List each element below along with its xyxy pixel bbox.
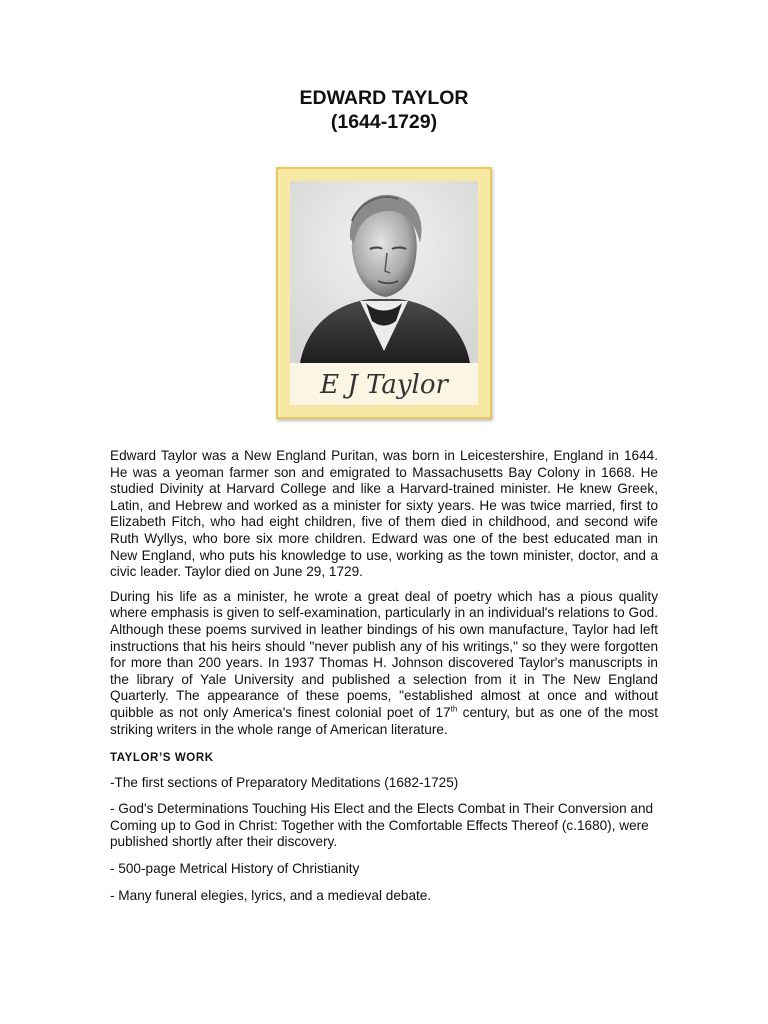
portrait-frame <box>276 167 492 419</box>
works-item-4: - Many funeral elegies, lyrics, and a medieval debate. <box>110 887 432 903</box>
bio-paragraph-1: Edward Taylor was a New England Puritan, was born in Leicestershire, England in 1644. He was a yeoman farmer son and emigrated to Massachusetts Bay Colony in 1668. He studied Divinity at Harvard College and like a Harvard-trained minister. He knew Greek, Latin, and Hebrew and worked as a minister for sixty years. He was twice married, first to Elizabeth Fitch, who had eight children, five of them died in childhood, and second wife Ruth Wyllys, who bore six more children. Edward was one of the best educated man in New England, who puts his knowledge to use, working as the town minister, doctor, and a civic leader. Taylor died on June 29, 1729. <box>110 448 658 580</box>
portrait-engraving <box>290 181 478 405</box>
works-item-2: - God's Determinations Touching His Elect and the Elects Combat in Their Conversion and Coming up to God in Christ: Together with the Comfortable Effects Thereof (c.1680), were published shortly after their discovery. <box>110 801 654 850</box>
document-body <box>110 448 658 914</box>
bio-paragraph-2-end: century, but as one of the most striking writers in the whole range of American literature. <box>110 704 658 737</box>
works-heading: TAYLOR’S WORK <box>110 752 214 765</box>
superscript-th: th <box>450 704 458 714</box>
works-item-3: - 500-page Metrical History of Christianity <box>110 861 360 877</box>
bio-paragraph-2-text: During his life as a minister, he wrote a great deal of poetry which has a pious quality where emphasis is given to self-examination, particularly in an individual's relations to God. Although these poems survived in leather bindings of his own manufacture, Taylor had left instructions that his heirs should "never publish any of his writings," so they were forgotten for more than 200 years. In 1937 Thomas H. Johnson discovered Taylor's manuscripts in the library of Yale University and published a selection from it in The New England Quarterly. The appearance of these poems, "established almost at once and without quibble as not only America's finest colonial poet of 17 <box>110 588 658 720</box>
title-dates: (1644-1729) <box>330 111 438 133</box>
bio-paragraph-2 <box>110 589 658 738</box>
page-title <box>0 86 768 134</box>
works-item-1: -The first sections of Preparatory Meditations (1682-1725) <box>110 774 459 790</box>
portrait-image <box>290 181 478 405</box>
portrait-signature: E J Taylor <box>320 370 448 400</box>
title-name: EDWARD TAYLOR <box>299 87 469 109</box>
